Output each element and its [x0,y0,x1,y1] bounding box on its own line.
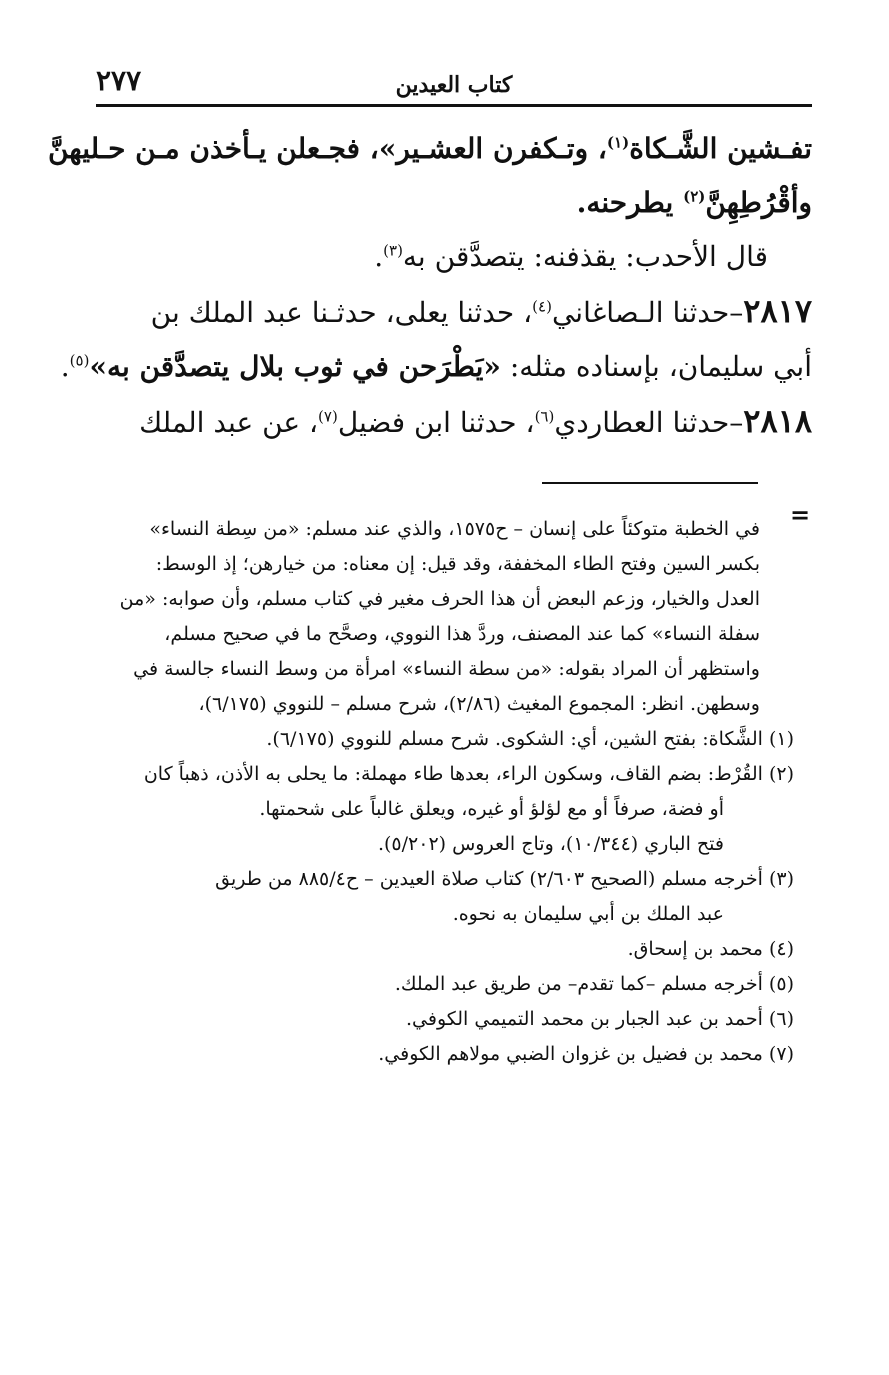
footnote-continuation-line: العدل والخيار، وزعم البعض أن هذا الحرف مغير في كتاب مسلم، وأن صوابه: «من [119,588,760,610]
text-run: أبي سليمان، بإسناده مثله: [500,350,812,383]
text-run: –حدثنا العطاردي [554,406,744,439]
text-run: وأقْرُطِهِنَّ [705,186,812,219]
footnote-ref[interactable]: (٤) [532,297,552,316]
hadith-2817 [96,284,812,340]
footnote-ref[interactable]: (٦) [534,407,555,426]
main-line [96,230,812,284]
footnote-ref[interactable]: (٢) [683,187,706,206]
footnote-2-line: أو فضة، صرفاً أو مع لؤلؤ أو غيره، ويعلق غالباً على شحمتها. [259,798,724,820]
footnote-continuation-line: سفلة النساء» كما عند المصنف، وردَّ هذا النووي، وصحَّح ما في صحيح مسلم، [164,623,760,645]
text-run: . [60,350,70,383]
footnote-3-line: عبد الملك بن أبي سليمان به نحوه. [452,903,724,925]
footnotes [96,512,794,1072]
hadith-number: ٢٨١٨ [743,402,812,440]
footnote-continuation-line: في الخطبة متوكئاً على إنسان – ح١٥٧٥، والذي عند مسلم: «من سِطة النساء» [149,518,760,540]
footnote-6: (٦) أحمد بن عبد الجبار بن محمد التميمي الكوفي. [405,1008,794,1030]
text-run: ، حدثنا يعلى، حدثـنا عبد الملك بن [150,296,533,329]
hadith-2818 [96,394,812,450]
text-run: ، وتـكفرن العشـير»، فجـعلن يـأخذن مـن حـليهنَّ [47,132,607,165]
footnote-separator [542,482,758,484]
text-run: ، عن عبد الملك [139,406,319,439]
text-run: –حدثنا الـصاغاني [551,296,744,329]
footnote-7: (٧) محمد بن فضيل بن غزوان الضبي مولاهم الكوفي. [378,1043,794,1065]
footnote-ref[interactable]: (٣) [383,241,403,260]
header-rule [96,104,812,107]
footnote-ref[interactable]: (٧) [318,407,338,426]
continuation-mark: = [790,500,811,529]
main-line [47,122,812,176]
text-run: يطرحنه. [576,186,684,219]
footnote-ref[interactable]: (٥) [69,351,90,370]
footnote-continuation-line: واستظهر أن المراد بقوله: «من سطة النساء» امرأة من وسط النساء جالسة في [133,658,760,680]
main-line [96,176,812,230]
main-text [47,122,812,450]
footnote-5: (٥) أخرجه مسلم –كما تقدم– من طريق عبد الملك. [394,973,794,995]
hadith-number: ٢٨١٧ [743,292,812,330]
footnote-ref[interactable]: (١) [606,133,630,152]
running-title: كتاب العيدين [395,72,513,98]
footnote-2: (٢) القُرْط: بضم القاف، وسكون الراء، بعدها طاء مهملة: ما يحلى به الأذن، ذهباً كان [143,763,794,785]
page-header [96,62,812,102]
footnote-4: (٤) محمد بن إسحاق. [627,938,794,960]
text-run: تفـشين الشَّـكاة [629,132,812,165]
footnote-continuation-line: وسطهن. انظر: المجموع المغيث (٢/٨٦)، شرح مسلم – للنووي (٦/١٧٥)، [198,693,760,715]
quoted-text: «يَطْرَحن في ثوب بلال يتصدَّقن به» [89,350,501,383]
footnote-3: (٣) أخرجه مسلم (الصحيح ٢/٦٠٣) كتاب صلاة العيدين – ح٨٨٥/٤ من طريق [215,868,794,890]
text-run: ، حدثنا ابن فضيل [337,406,535,439]
footnote-2-line: فتح الباري (١٠/٣٤٤)، وتاج العروس (٥/٢٠٢). [377,833,724,855]
footnote-continuation-line: بكسر السين وفتح الطاء المخففة، وقد قيل: إن معناه: من خيارهن؛ إذ الوسط: [155,553,760,575]
main-line [60,340,812,394]
page-number: ٢٧٧ [96,64,142,97]
text-run: قال الأحدب: يقذفنه: يتصدَّقن به [402,240,768,273]
footnote-1: (١) الشَّكاة: بفتح الشين، أي: الشكوى. شرح مسلم للنووي (٦/١٧٥). [266,728,794,750]
text-run: . [374,240,384,273]
